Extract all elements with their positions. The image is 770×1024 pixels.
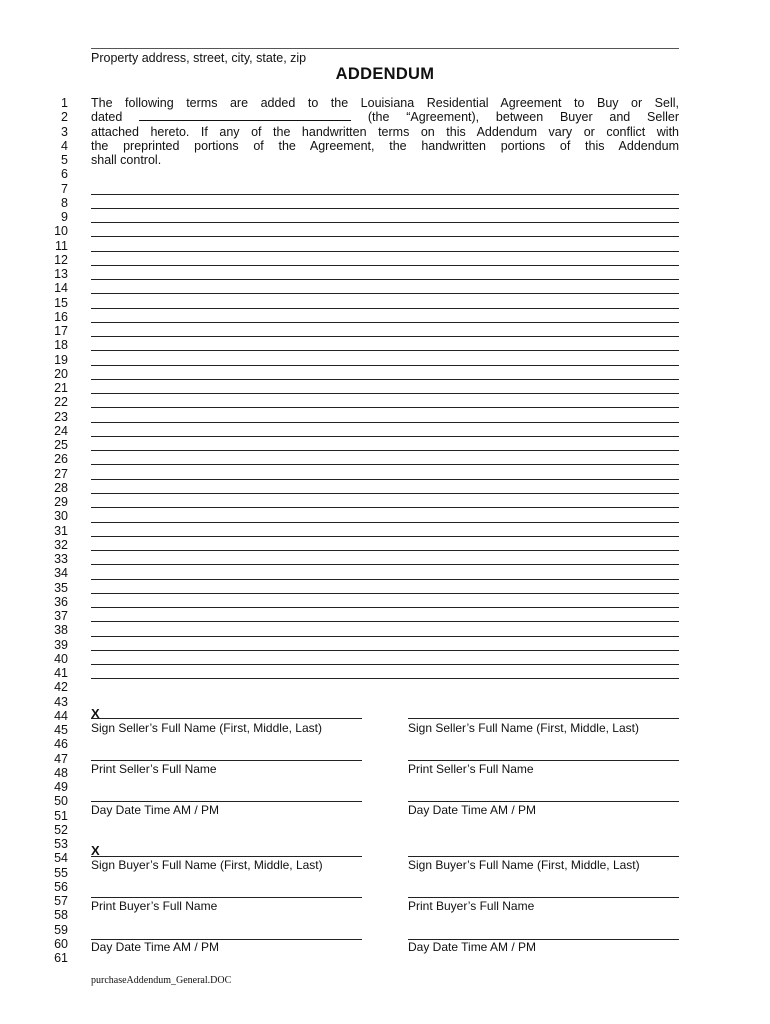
- line-number: 27: [54, 466, 68, 481]
- line-number: 11: [55, 238, 68, 253]
- property-address-rule[interactable]: [91, 48, 679, 49]
- sign-seller-2-label: Sign Seller’s Full Name (First, Middle, Last): [408, 721, 639, 735]
- line-number: 20: [54, 366, 68, 381]
- footer-filename: purchaseAddendum_General.DOC: [91, 975, 232, 986]
- line-number: 35: [54, 580, 68, 595]
- buyer-2-signature-line[interactable]: [408, 856, 679, 857]
- writing-line[interactable]: [91, 664, 679, 665]
- writing-line[interactable]: [91, 479, 679, 480]
- seller-signature-line[interactable]: [91, 718, 362, 719]
- writing-line[interactable]: [91, 322, 679, 323]
- line-number: 53: [54, 837, 68, 851]
- buyer-sign-mark: X: [91, 843, 100, 858]
- seller-date-label: Day Date Time AM / PM: [91, 803, 220, 817]
- line-number-column: [40, 96, 68, 965]
- print-seller-line[interactable]: [91, 760, 362, 761]
- line-number: 7: [61, 181, 68, 196]
- writing-line[interactable]: [91, 308, 679, 309]
- writing-line[interactable]: [91, 678, 679, 679]
- writing-line[interactable]: [91, 222, 679, 223]
- buyer-signature-line[interactable]: [91, 856, 362, 857]
- line-number: 58: [54, 908, 68, 923]
- line-number: 48: [54, 765, 68, 780]
- writing-line[interactable]: [91, 536, 679, 537]
- line-number: 30: [54, 509, 68, 524]
- line-number: 1: [61, 96, 68, 110]
- line-number: 36: [54, 594, 68, 609]
- line-number: 44: [54, 708, 68, 723]
- line-number: 61: [54, 951, 68, 965]
- sign-buyer-2-label: Sign Buyer’s Full Name (First, Middle, Last): [408, 858, 640, 872]
- intro-line-2: [91, 110, 679, 124]
- line-number: 45: [54, 723, 68, 737]
- seller-2-signature-line[interactable]: [408, 718, 679, 719]
- line-number: 4: [61, 138, 68, 153]
- line-number: 6: [61, 167, 68, 182]
- writing-line[interactable]: [91, 493, 679, 494]
- seller-2-date-line[interactable]: [408, 801, 679, 802]
- line-number: 17: [54, 324, 68, 338]
- intro-line-1: The following terms are added to the Louisiana Residential Agreement to Buy or Sell,: [91, 96, 679, 110]
- line-number: 57: [54, 894, 68, 908]
- print-seller-label: Print Seller’s Full Name: [91, 762, 217, 776]
- line-number: 29: [54, 495, 68, 509]
- line-number: 47: [54, 751, 68, 766]
- writing-line[interactable]: [91, 350, 679, 351]
- line-number: 25: [54, 438, 68, 452]
- print-buyer-label: Print Buyer’s Full Name: [91, 899, 218, 913]
- page-title: ADDENDUM: [335, 65, 435, 83]
- writing-line[interactable]: [91, 265, 679, 266]
- line-number: 46: [54, 737, 68, 752]
- line-number: 51: [54, 808, 68, 823]
- line-number: 49: [54, 780, 68, 794]
- writing-line[interactable]: [91, 464, 679, 465]
- writing-line[interactable]: [91, 621, 679, 622]
- writing-line[interactable]: [91, 650, 679, 651]
- intro-line-4: the preprinted portions of the Agreement, the handwritten portions of this Addendum: [91, 138, 679, 153]
- line-number: 18: [54, 338, 68, 353]
- dated-label: dated: [91, 110, 123, 125]
- writing-line[interactable]: [91, 507, 679, 508]
- intro-paragraph: [91, 96, 679, 167]
- line-number: 39: [54, 637, 68, 652]
- intro-line-5: shall control.: [91, 153, 162, 167]
- line-number: 10: [54, 224, 68, 239]
- writing-line[interactable]: [91, 636, 679, 637]
- line-number: 2: [61, 110, 68, 125]
- line-number: 55: [54, 865, 68, 880]
- line-number: 34: [54, 566, 68, 581]
- writing-line[interactable]: [91, 407, 679, 408]
- writing-line[interactable]: [91, 607, 679, 608]
- line-number: 8: [61, 195, 68, 210]
- intro-line-2-end: (the “Agreement), between Buyer and Seller: [367, 110, 680, 125]
- line-number: 22: [54, 395, 68, 410]
- line-number: 50: [54, 794, 68, 809]
- writing-line[interactable]: [91, 450, 679, 451]
- line-number: 41: [54, 666, 68, 680]
- writing-line[interactable]: [91, 564, 679, 565]
- line-number: 24: [54, 423, 68, 438]
- line-number: 9: [61, 210, 68, 224]
- print-seller-2-line[interactable]: [408, 760, 679, 761]
- print-buyer-2-label: Print Buyer’s Full Name: [408, 899, 535, 913]
- writing-line[interactable]: [91, 593, 679, 594]
- writing-line[interactable]: [91, 393, 679, 394]
- seller-sign-mark: X: [91, 706, 100, 721]
- line-number: 15: [54, 295, 68, 310]
- line-number: 5: [61, 153, 68, 167]
- print-seller-2-label: Print Seller’s Full Name: [408, 762, 534, 776]
- writing-line[interactable]: [91, 279, 679, 280]
- line-number: 38: [54, 623, 68, 638]
- print-buyer-line[interactable]: [91, 897, 362, 898]
- line-number: 31: [54, 523, 68, 538]
- writing-line[interactable]: [91, 194, 679, 195]
- writing-line[interactable]: [91, 336, 679, 337]
- line-number: 14: [54, 281, 68, 296]
- property-address-label: Property address, street, city, state, zip: [91, 51, 307, 65]
- writing-line[interactable]: [91, 550, 679, 551]
- line-number: 19: [54, 352, 68, 367]
- buyer-date-label: Day Date Time AM / PM: [91, 940, 220, 954]
- line-number: 60: [54, 936, 68, 951]
- buyer-2-date-label: Day Date Time AM / PM: [408, 940, 537, 954]
- line-number: 21: [54, 381, 68, 395]
- line-number: 32: [54, 537, 68, 552]
- writing-line[interactable]: [91, 579, 679, 580]
- dated-blank-field[interactable]: [139, 110, 351, 121]
- line-number: 16: [54, 309, 68, 324]
- writing-line[interactable]: [91, 522, 679, 523]
- writing-line[interactable]: [91, 208, 679, 209]
- line-number: 23: [54, 409, 68, 424]
- line-number: 26: [54, 452, 68, 467]
- writing-line[interactable]: [91, 293, 679, 294]
- line-number: 43: [54, 694, 68, 709]
- seller-date-line[interactable]: [91, 801, 362, 802]
- writing-line[interactable]: [91, 436, 679, 437]
- line-number: 33: [54, 552, 68, 566]
- line-number: 54: [54, 851, 68, 866]
- intro-line-3: attached hereto. If any of the handwritten terms on this Addendum vary or conflict with: [91, 124, 679, 139]
- writing-line[interactable]: [91, 251, 679, 252]
- writing-line[interactable]: [91, 379, 679, 380]
- sign-seller-label: Sign Seller’s Full Name (First, Middle, Last): [91, 721, 322, 735]
- print-buyer-2-line[interactable]: [408, 897, 679, 898]
- line-number: 12: [54, 252, 68, 267]
- writing-line[interactable]: [91, 236, 679, 237]
- sign-buyer-label: Sign Buyer’s Full Name (First, Middle, Last): [91, 858, 323, 872]
- line-number: 40: [54, 651, 68, 666]
- line-number: 59: [54, 922, 68, 937]
- seller-2-date-label: Day Date Time AM / PM: [408, 803, 537, 817]
- line-number: 52: [54, 822, 68, 837]
- line-number: 3: [61, 124, 68, 139]
- writing-line[interactable]: [91, 422, 679, 423]
- line-number: 56: [54, 879, 68, 894]
- line-number: 28: [54, 480, 68, 495]
- line-number: 42: [54, 680, 68, 695]
- line-number: 13: [54, 267, 68, 281]
- line-number: 37: [54, 609, 68, 623]
- writing-line[interactable]: [91, 365, 679, 366]
